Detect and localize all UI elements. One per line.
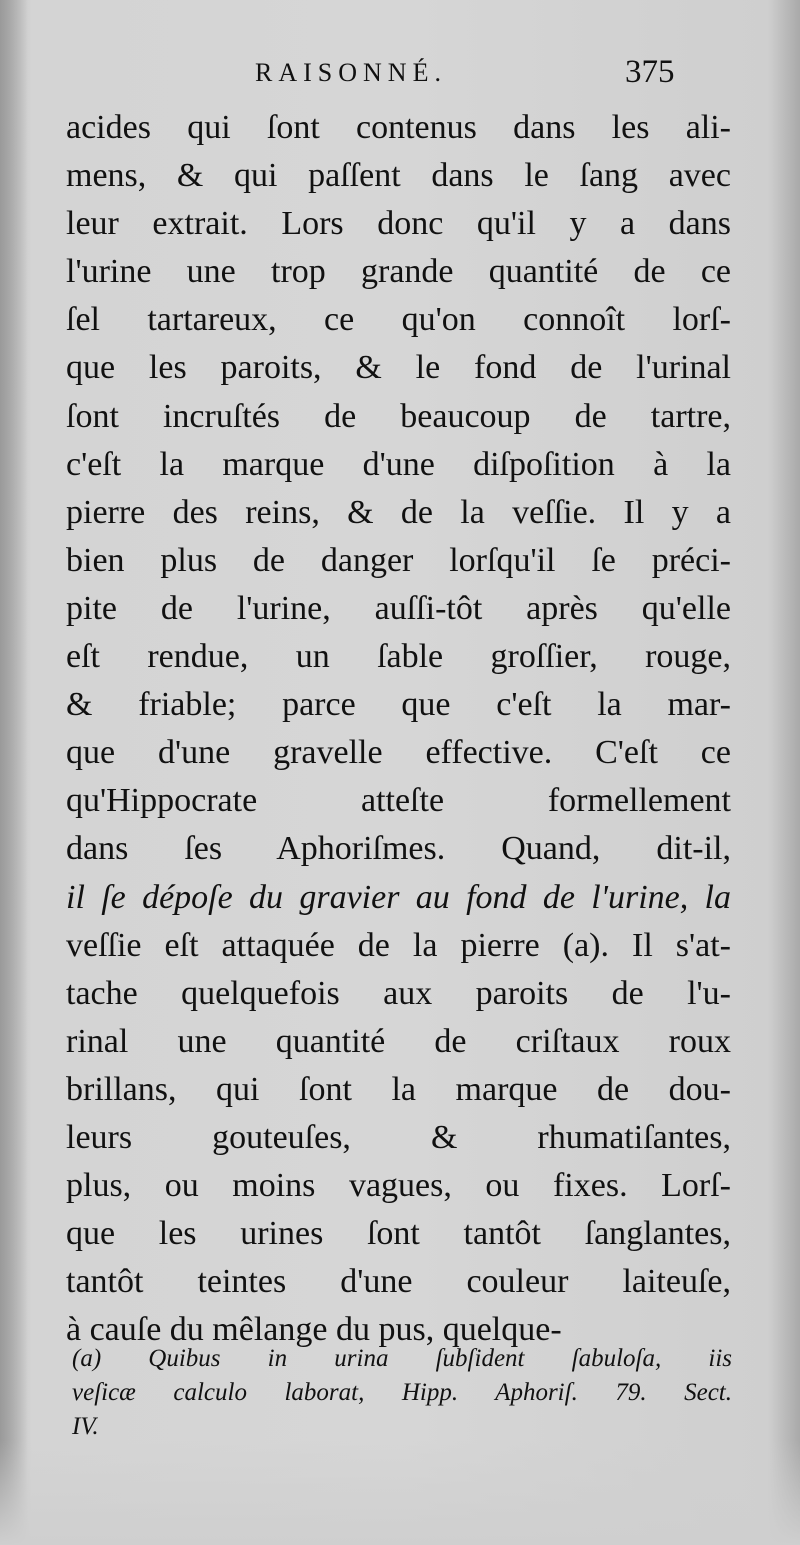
running-head: RAISONNÉ.: [255, 58, 447, 87]
text-line: bien plus de danger lorſqu'il ſe préci-: [66, 541, 731, 579]
footnote-line: veſicæ calculo laborat, Hipp. Aphoriſ. 79. Sect.: [72, 1379, 732, 1406]
text-line: à cauſe du mêlange du pus, quelque-: [66, 1311, 562, 1349]
page-gutter-shadow: [0, 0, 28, 1545]
text-line: ſel tartareux, ce qu'on connoît lorſ-: [66, 301, 731, 339]
text-line: veſſie eſt attaquée de la pierre (a). Il s'at-: [66, 926, 731, 964]
page-number: 375: [625, 54, 675, 90]
text-line: leur extrait. Lors donc qu'il y a dans: [66, 205, 731, 243]
text-line: que d'une gravelle effective. C'eſt ce: [66, 734, 731, 772]
text-line: pite de l'urine, auſſi-tôt après qu'elle: [66, 589, 731, 627]
text-line: ſont incruſtés de beaucoup de tartre,: [66, 397, 731, 435]
text-line: plus, ou moins vagues, ou fixes. Lorſ-: [66, 1167, 731, 1205]
text-line: dans ſes Aphoriſmes. Quand, dit-il,: [66, 830, 731, 868]
text-line: acides qui ſont contenus dans les ali-: [66, 109, 731, 146]
text-line: que les urines ſont tantôt ſanglantes,: [66, 1215, 731, 1253]
text-line: pierre des reins, & de la veſſie. Il y a: [66, 493, 731, 531]
text-line: mens, & qui paſſent dans le ſang avec: [66, 157, 731, 195]
body-text: [66, 104, 731, 1354]
text-line: eſt rendue, un ſable groſſier, rouge,: [66, 638, 731, 676]
text-line: qu'Hippocrate atteſte formellement: [66, 782, 731, 820]
text-line: brillans, qui ſont la marque de dou-: [66, 1070, 731, 1108]
page-header: [0, 54, 800, 98]
text-line: que les paroits, & le fond de l'urinal: [66, 349, 731, 387]
text-line: leurs gouteuſes, & rhumatiſantes,: [66, 1118, 731, 1156]
text-line: & friable; parce que c'eſt la mar-: [66, 686, 731, 724]
text-line: c'eſt la marque d'une diſpoſition à la: [66, 445, 731, 483]
page-bottom-margin: [0, 1440, 800, 1545]
text-line: tache quelquefois aux paroits de l'u-: [66, 974, 731, 1012]
footnote-line: (a) Quibus in urina ſubſident ſabuloſa, iis: [72, 1345, 732, 1372]
text-line: rinal une quantité de criſtaux roux: [66, 1022, 731, 1060]
footnote-line: IV.: [72, 1413, 99, 1440]
text-line: tantôt teintes d'une couleur laiteuſe,: [66, 1263, 731, 1301]
footnote: [72, 1342, 732, 1444]
italic-quote-line: il ſe dépoſe du gravier au fond de l'urine, la: [66, 878, 731, 916]
text-line: l'urine une trop grande quantité de ce: [66, 253, 731, 291]
